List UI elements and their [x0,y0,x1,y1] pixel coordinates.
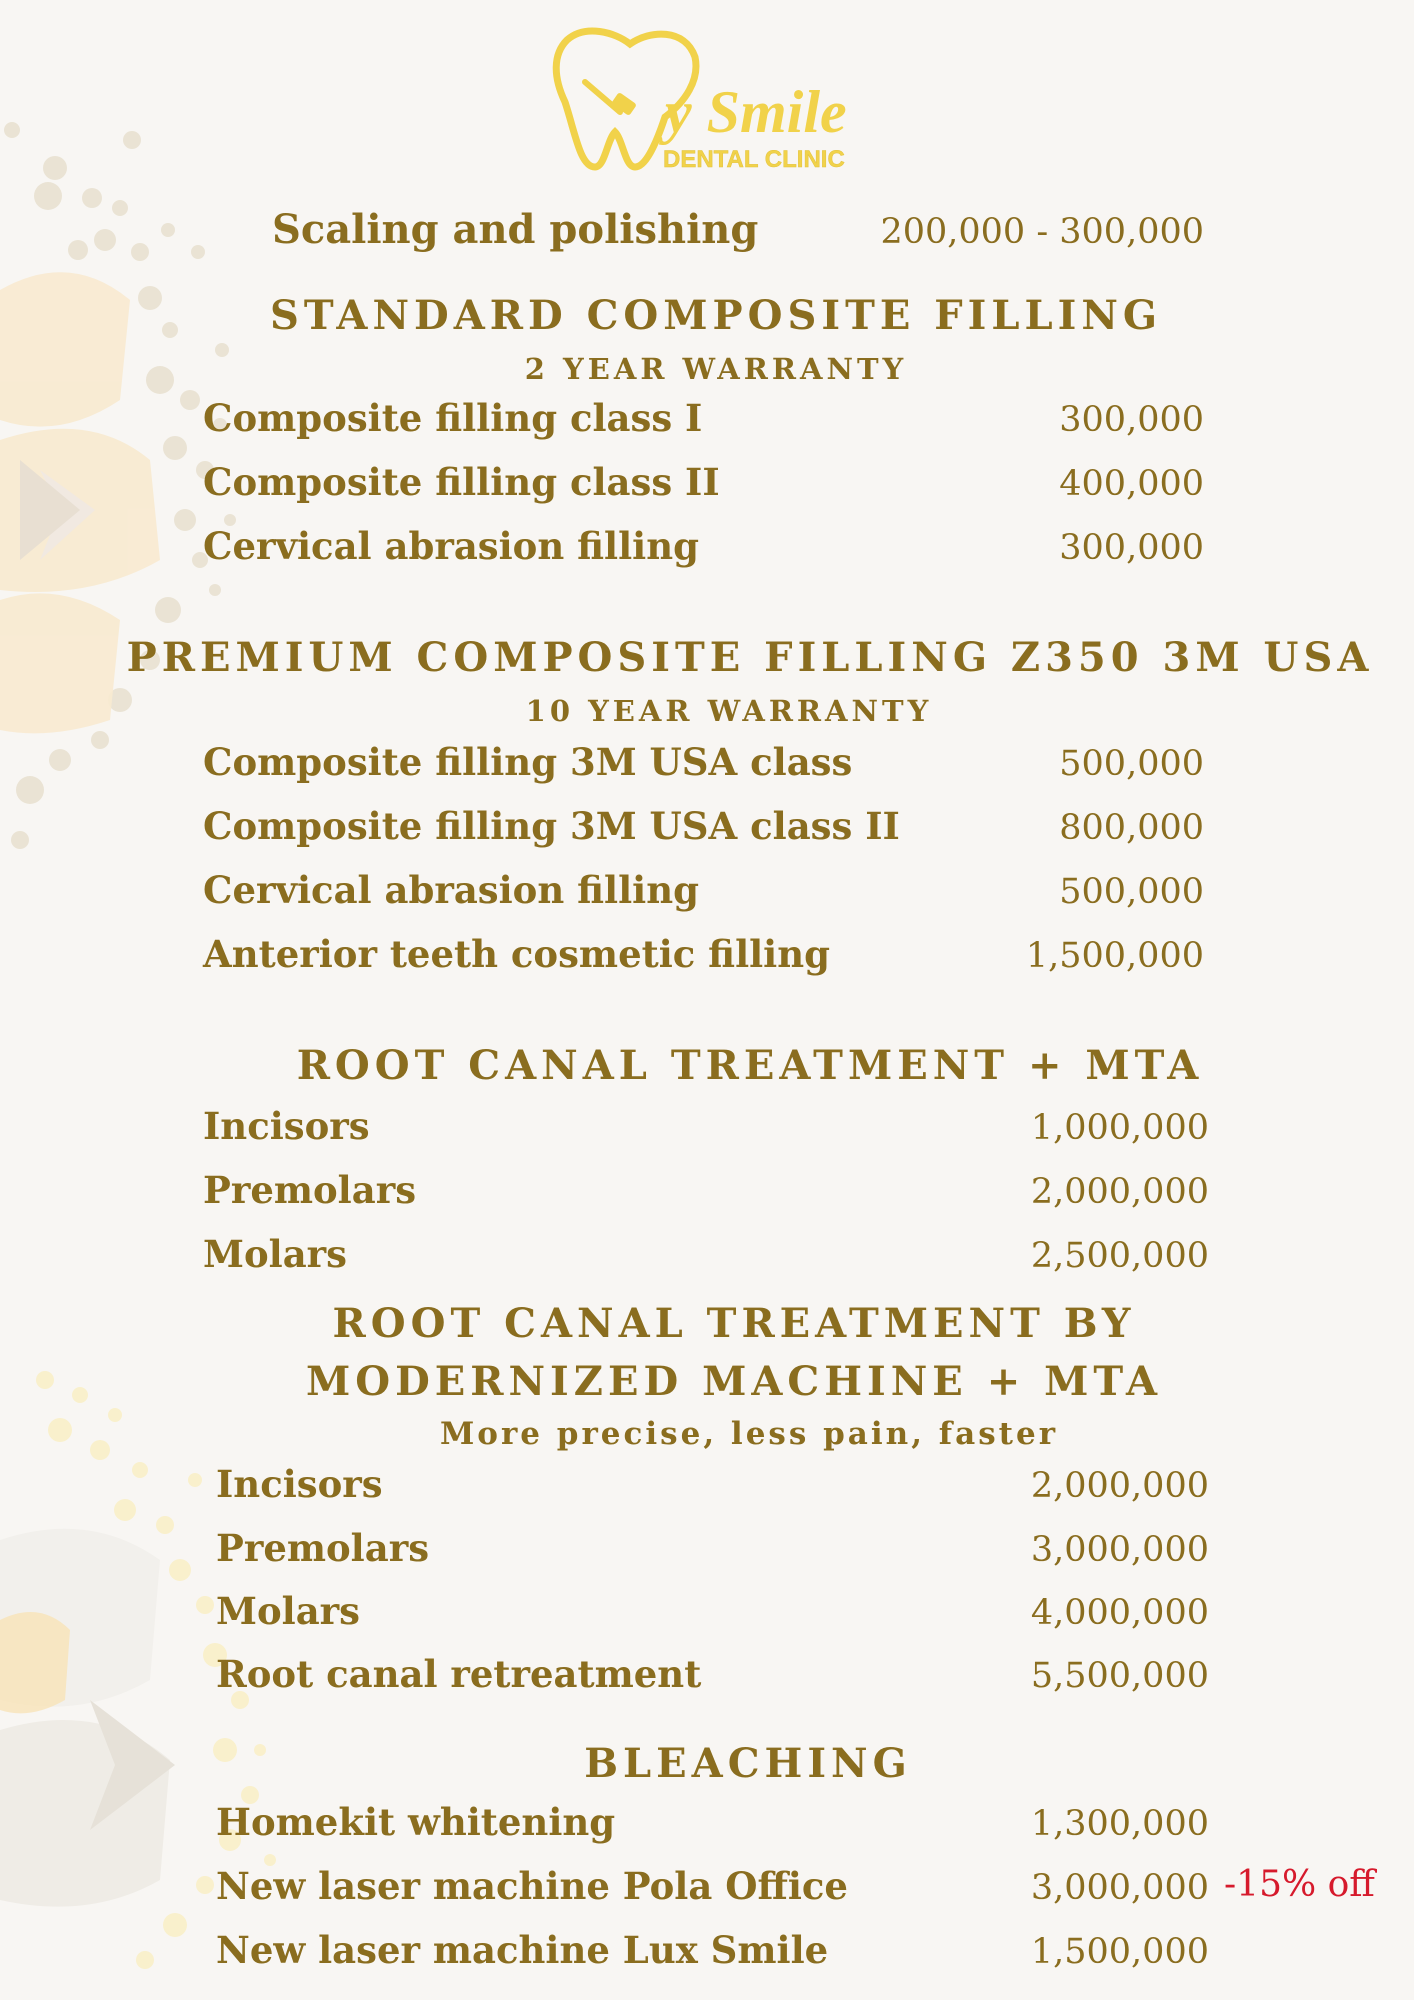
tooth-logo-icon [545,22,875,182]
section-title-root-canal: ROOT CANAL TREATMENT + MTA [296,1042,1204,1089]
service-row [203,868,1204,912]
service-price: 500,000 [1059,744,1204,784]
service-price: 500,000 [1059,872,1204,912]
service-price: 3,000,000 [1030,1530,1209,1570]
service-row [216,1526,1209,1570]
svg-text:DENTAL CLINIC: DENTAL CLINIC [663,146,845,173]
section-subtitle-root-canal-machine: More precise, less pain, faster [439,1416,1059,1452]
service-name: Premolars [216,1526,430,1570]
service-price: 1,500,000 [1030,1932,1209,1972]
service-row [203,804,1204,848]
section-subtitle-standard: 2 YEAR WARRANTY [524,352,908,386]
service-name: Root canal retreatment [216,1652,702,1696]
service-price: 2,500,000 [1030,1236,1209,1276]
service-row [203,396,1204,440]
service-price: 3,000,000 [1030,1868,1209,1908]
service-price: 1,300,000 [1030,1804,1209,1844]
service-row [203,932,1204,976]
service-name: New laser machine Pola Office [216,1864,848,1908]
service-row [216,1652,1209,1696]
section-title-bleaching: BLEACHING [584,1740,912,1787]
service-price: 2,000,000 [1030,1172,1209,1212]
service-row [203,740,1204,784]
service-price: 2,000,000 [1030,1466,1209,1506]
service-row [216,1462,1209,1506]
service-price: 800,000 [1059,808,1204,848]
service-name: Cervical abrasion filling [203,524,699,568]
service-price: 400,000 [1059,464,1204,504]
service-row [216,1928,1209,1972]
service-price: 1,500,000 [1025,936,1204,976]
service-name: Composite filling 3M USA class II [203,804,900,848]
service-price: 4,000,000 [1030,1593,1209,1633]
service-name: Composite filling class I [203,396,703,440]
service-name: Scaling and polishing [272,206,759,253]
service-name: Homekit whitening [216,1800,616,1844]
service-price: 300,000 [1059,400,1204,440]
service-price: 200,000 - 300,000 [880,212,1204,252]
section-title-premium: PREMIUM COMPOSITE FILLING Z350 3M USA [126,634,1374,681]
service-name: Molars [203,1232,347,1276]
service-row [203,524,1204,568]
service-row [216,1800,1209,1844]
section-title-root-canal-machine-line2: MODERNIZED MACHINE + MTA [305,1358,1163,1405]
service-price: 1,000,000 [1030,1108,1209,1148]
section-title-root-canal-machine-line1: ROOT CANAL TREATMENT BY [332,1300,1136,1347]
service-row-scaling [272,206,1204,253]
service-row [203,460,1204,504]
service-name: Cervical abrasion filling [203,868,699,912]
service-name: Composite filling class II [203,460,720,504]
service-price: 5,500,000 [1030,1656,1209,1696]
service-name: Incisors [203,1104,370,1148]
service-name: Premolars [203,1168,417,1212]
service-name: Incisors [216,1462,383,1506]
service-row [203,1232,1209,1276]
clinic-logo [545,22,875,182]
svg-text:y Smile: y Smile [665,79,847,145]
service-price: 300,000 [1059,528,1204,568]
discount-badge: -15% off [1224,1864,1375,1905]
service-name: Molars [216,1589,360,1633]
section-title-standard: STANDARD COMPOSITE FILLING [269,292,1163,339]
service-row [203,1104,1209,1148]
service-name: Composite filling 3M USA class [203,740,853,784]
service-row [216,1589,1209,1633]
section-subtitle-premium: 10 YEAR WARRANTY [525,694,933,728]
service-row [203,1168,1209,1212]
service-name: New laser machine Lux Smile [216,1928,829,1972]
service-name: Anterior teeth cosmetic filling [203,932,831,976]
service-row [216,1864,1209,1908]
